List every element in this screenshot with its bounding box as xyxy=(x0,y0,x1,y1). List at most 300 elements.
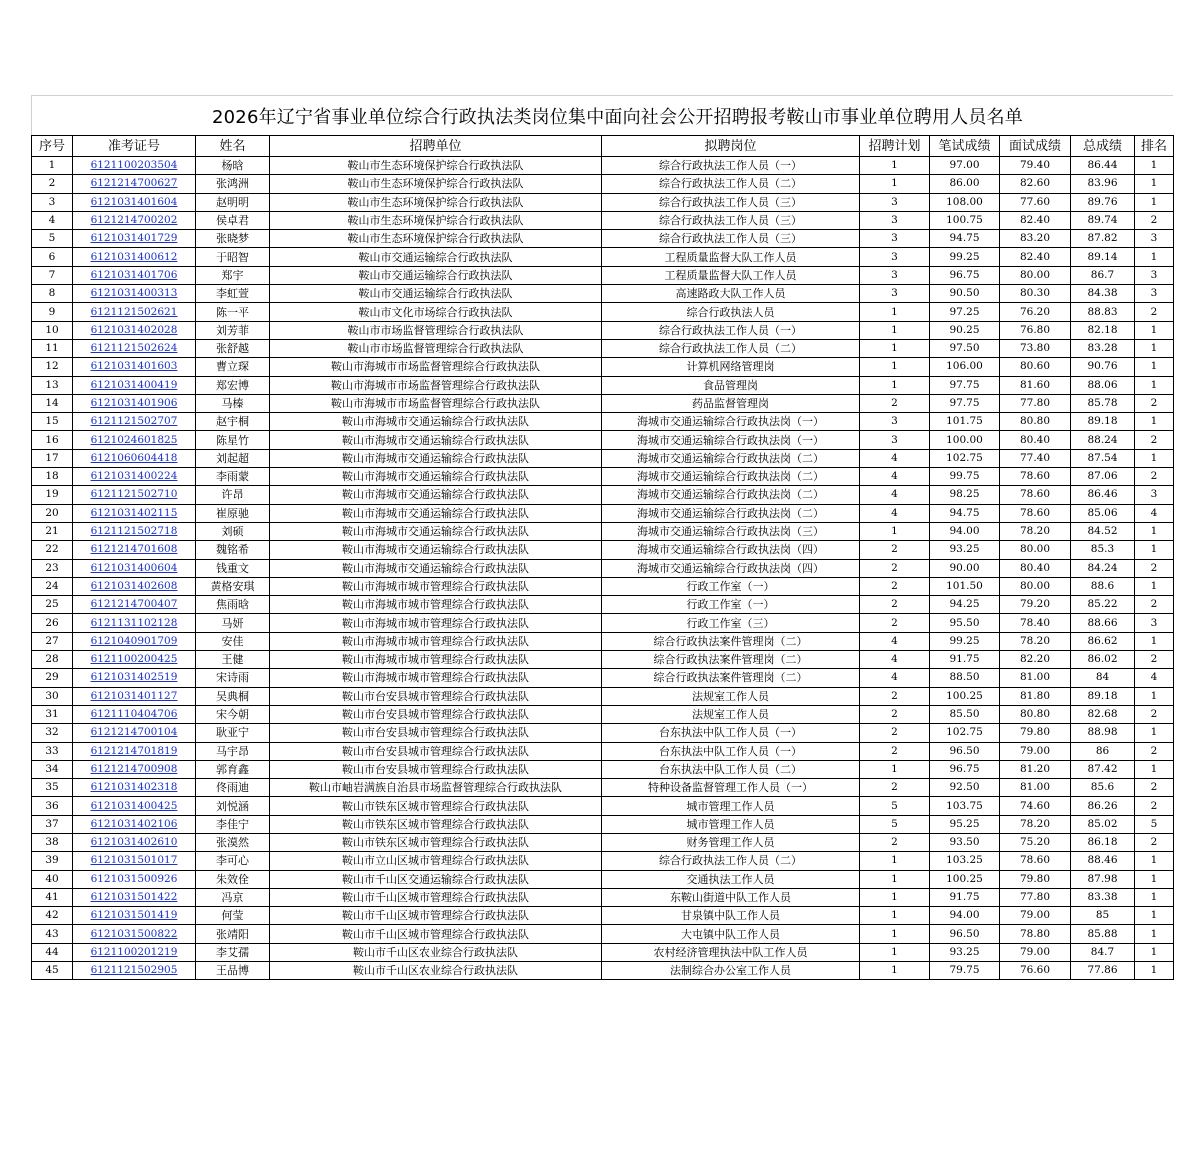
exam-id-link[interactable]: 6121031401729 xyxy=(90,232,178,245)
exam-id-link[interactable]: 6121121502707 xyxy=(90,415,178,428)
row-index: 25 xyxy=(32,596,73,614)
exam-id-cell xyxy=(73,907,196,925)
exam-id-link[interactable]: 6121031402519 xyxy=(90,671,178,684)
table-row xyxy=(32,943,1174,961)
candidate-name: 陈一平 xyxy=(196,303,270,321)
plan-count: 1 xyxy=(860,760,930,778)
exam-id-link[interactable]: 6121024601825 xyxy=(90,433,178,446)
table-row xyxy=(32,888,1174,906)
candidate-name: 魏铭希 xyxy=(196,541,270,559)
written-score: 90.25 xyxy=(930,321,1000,339)
rank: 2 xyxy=(1135,559,1174,577)
candidate-name: 张靖阳 xyxy=(196,925,270,943)
row-index: 33 xyxy=(32,742,73,760)
recruiting-unit: 鞍山市生态环境保护综合行政执法队 xyxy=(270,230,602,248)
recruiting-unit: 鞍山市海城市市场监督管理综合行政执法队 xyxy=(270,376,602,394)
written-score: 100.00 xyxy=(930,431,1000,449)
rank: 2 xyxy=(1135,394,1174,412)
position: 行政工作室（一） xyxy=(602,577,860,595)
row-index: 8 xyxy=(32,285,73,303)
table-row xyxy=(32,724,1174,742)
exam-id-link[interactable]: 6121121502621 xyxy=(90,305,178,318)
recruiting-unit: 鞍山市千山区城市管理综合行政执法队 xyxy=(270,907,602,925)
interview-score: 78.60 xyxy=(1000,852,1071,870)
written-score: 97.50 xyxy=(930,339,1000,357)
table-row xyxy=(32,779,1174,797)
exam-id-link[interactable]: 6121031400419 xyxy=(90,378,178,391)
written-score: 96.50 xyxy=(930,925,1000,943)
rank: 1 xyxy=(1135,687,1174,705)
position: 农村经济管理执法中队工作人员 xyxy=(602,943,860,961)
total-score: 86.7 xyxy=(1071,266,1135,284)
written-score: 108.00 xyxy=(930,193,1000,211)
plan-count: 2 xyxy=(860,724,930,742)
exam-id-cell xyxy=(73,321,196,339)
table-row xyxy=(32,596,1174,614)
total-score: 86.46 xyxy=(1071,486,1135,504)
exam-id-link[interactable]: 6121031402318 xyxy=(90,781,178,794)
recruiting-unit: 鞍山市海城市交通运输综合行政执法队 xyxy=(270,413,602,431)
exam-id-link[interactable]: 6121031501017 xyxy=(90,854,178,867)
exam-id-cell xyxy=(73,449,196,467)
plan-count: 2 xyxy=(860,833,930,851)
written-score: 106.00 xyxy=(930,358,1000,376)
interview-score: 78.40 xyxy=(1000,614,1071,632)
position: 药品监督管理岗 xyxy=(602,394,860,412)
row-index: 9 xyxy=(32,303,73,321)
rank: 1 xyxy=(1135,449,1174,467)
rank: 1 xyxy=(1135,541,1174,559)
total-score: 88.46 xyxy=(1071,852,1135,870)
exam-id-link[interactable]: 6121031501422 xyxy=(90,891,178,904)
position: 综合行政执法工作人员（一） xyxy=(602,157,860,175)
recruiting-unit: 鞍山市生态环境保护综合行政执法队 xyxy=(270,175,602,193)
results-table xyxy=(31,135,1174,980)
table-row xyxy=(32,614,1174,632)
interview-score: 82.40 xyxy=(1000,248,1071,266)
plan-count: 1 xyxy=(860,376,930,394)
position: 甘泉镇中队工作人员 xyxy=(602,907,860,925)
exam-id-link[interactable]: 6121121502905 xyxy=(90,964,178,977)
rank: 2 xyxy=(1135,303,1174,321)
written-score: 100.25 xyxy=(930,870,1000,888)
exam-id-link[interactable]: 6121031501419 xyxy=(90,909,178,922)
candidate-name: 张晓梦 xyxy=(196,230,270,248)
plan-count: 5 xyxy=(860,797,930,815)
exam-id-link[interactable]: 6121214700202 xyxy=(90,214,178,227)
recruiting-unit: 鞍山市海城市市场监督管理综合行政执法队 xyxy=(270,394,602,412)
recruiting-unit: 鞍山市海城市交通运输综合行政执法队 xyxy=(270,522,602,540)
recruiting-unit: 鞍山市千山区交通运输综合行政执法队 xyxy=(270,870,602,888)
rank: 3 xyxy=(1135,230,1174,248)
row-index: 7 xyxy=(32,266,73,284)
row-index: 45 xyxy=(32,962,73,980)
written-score: 86.00 xyxy=(930,175,1000,193)
recruiting-unit: 鞍山市千山区农业综合行政执法队 xyxy=(270,962,602,980)
rank: 1 xyxy=(1135,852,1174,870)
table-row xyxy=(32,760,1174,778)
table-row xyxy=(32,815,1174,833)
exam-id-cell xyxy=(73,962,196,980)
position: 综合行政执法工作人员（三） xyxy=(602,211,860,229)
row-index: 22 xyxy=(32,541,73,559)
total-score: 89.18 xyxy=(1071,687,1135,705)
table-row xyxy=(32,925,1174,943)
exam-id-link[interactable]: 6121214700104 xyxy=(90,726,178,739)
exam-id-link[interactable]: 6121031402608 xyxy=(90,579,178,592)
exam-id-cell xyxy=(73,358,196,376)
total-score: 77.86 xyxy=(1071,962,1135,980)
table-row xyxy=(32,486,1174,504)
plan-count: 2 xyxy=(860,687,930,705)
header-rank: 排名 xyxy=(1135,136,1174,157)
plan-count: 1 xyxy=(860,888,930,906)
written-score: 92.50 xyxy=(930,779,1000,797)
exam-id-cell xyxy=(73,724,196,742)
table-row xyxy=(32,211,1174,229)
exam-id-cell xyxy=(73,943,196,961)
interview-score: 80.60 xyxy=(1000,358,1071,376)
exam-id-link[interactable]: 6121121502624 xyxy=(90,342,178,355)
written-score: 88.50 xyxy=(930,669,1000,687)
interview-score: 78.60 xyxy=(1000,504,1071,522)
written-score: 101.50 xyxy=(930,577,1000,595)
table-row xyxy=(32,870,1174,888)
exam-id-link[interactable]: 6121031401604 xyxy=(90,195,178,208)
candidate-name: 许昂 xyxy=(196,486,270,504)
candidate-name: 于昭智 xyxy=(196,248,270,266)
exam-id-link[interactable]: 6121031400224 xyxy=(90,470,178,483)
exam-id-cell xyxy=(73,504,196,522)
exam-id-link[interactable]: 6121121502718 xyxy=(90,525,178,538)
total-score: 83.28 xyxy=(1071,339,1135,357)
rank: 5 xyxy=(1135,815,1174,833)
candidate-name: 郭育鑫 xyxy=(196,760,270,778)
table-row xyxy=(32,522,1174,540)
total-score: 84.24 xyxy=(1071,559,1135,577)
plan-count: 4 xyxy=(860,669,930,687)
plan-count: 2 xyxy=(860,577,930,595)
rank: 1 xyxy=(1135,376,1174,394)
table-row xyxy=(32,651,1174,669)
interview-score: 81.00 xyxy=(1000,779,1071,797)
plan-count: 1 xyxy=(860,925,930,943)
exam-id-link[interactable]: 6121214700627 xyxy=(90,177,178,190)
candidate-name: 何莹 xyxy=(196,907,270,925)
recruiting-unit: 鞍山市生态环境保护综合行政执法队 xyxy=(270,157,602,175)
table-row xyxy=(32,541,1174,559)
exam-id-cell xyxy=(73,193,196,211)
exam-id-link[interactable]: 6121100201219 xyxy=(90,945,178,958)
written-score: 99.25 xyxy=(930,248,1000,266)
exam-id-link[interactable]: 6121031402610 xyxy=(90,836,178,849)
rank: 2 xyxy=(1135,596,1174,614)
total-score: 87.54 xyxy=(1071,449,1135,467)
exam-id-link[interactable]: 6121100200425 xyxy=(90,653,178,666)
table-row xyxy=(32,687,1174,705)
table-row xyxy=(32,431,1174,449)
position: 海城市交通运输综合行政执法岗（一） xyxy=(602,413,860,431)
position: 特种设备监督管理工作人员（一） xyxy=(602,779,860,797)
total-score: 85.02 xyxy=(1071,815,1135,833)
exam-id-cell xyxy=(73,522,196,540)
exam-id-cell xyxy=(73,852,196,870)
row-index: 30 xyxy=(32,687,73,705)
rank: 2 xyxy=(1135,797,1174,815)
candidate-name: 黄格安琪 xyxy=(196,577,270,595)
row-index: 40 xyxy=(32,870,73,888)
row-index: 20 xyxy=(32,504,73,522)
plan-count: 3 xyxy=(860,266,930,284)
written-score: 102.75 xyxy=(930,724,1000,742)
total-score: 82.18 xyxy=(1071,321,1135,339)
candidate-name: 李艾孺 xyxy=(196,943,270,961)
position: 综合行政执法工作人员（一） xyxy=(602,321,860,339)
position: 大屯镇中队工作人员 xyxy=(602,925,860,943)
exam-id-link[interactable]: 6121031500822 xyxy=(90,927,178,940)
exam-id-cell xyxy=(73,339,196,357)
written-score: 103.25 xyxy=(930,852,1000,870)
recruiting-unit: 鞍山市千山区农业综合行政执法队 xyxy=(270,943,602,961)
exam-id-link[interactable]: 6121110404706 xyxy=(90,708,178,721)
rank: 1 xyxy=(1135,339,1174,357)
written-score: 96.75 xyxy=(930,266,1000,284)
exam-id-cell xyxy=(73,303,196,321)
row-index: 35 xyxy=(32,779,73,797)
position: 法规室工作人员 xyxy=(602,705,860,723)
exam-id-link[interactable]: 6121214700908 xyxy=(90,762,178,775)
total-score: 88.83 xyxy=(1071,303,1135,321)
candidate-name: 张舒越 xyxy=(196,339,270,357)
recruiting-unit: 鞍山市铁东区城市管理综合行政执法队 xyxy=(270,833,602,851)
exam-id-link[interactable]: 6121040901709 xyxy=(90,634,178,647)
written-score: 97.75 xyxy=(930,376,1000,394)
exam-id-link[interactable]: 6121031400612 xyxy=(90,250,178,263)
recruiting-unit: 鞍山市交通运输综合行政执法队 xyxy=(270,266,602,284)
rank: 4 xyxy=(1135,669,1174,687)
recruiting-unit: 鞍山市海城市交通运输综合行政执法队 xyxy=(270,541,602,559)
position: 交通执法工作人员 xyxy=(602,870,860,888)
candidate-name: 侯卓君 xyxy=(196,211,270,229)
total-score: 88.06 xyxy=(1071,376,1135,394)
exam-id-link[interactable]: 6121031401127 xyxy=(90,689,178,702)
exam-id-cell xyxy=(73,614,196,632)
plan-count: 1 xyxy=(860,303,930,321)
written-score: 103.75 xyxy=(930,797,1000,815)
row-index: 14 xyxy=(32,394,73,412)
exam-id-link[interactable]: 6121214701608 xyxy=(90,543,178,556)
rank: 2 xyxy=(1135,651,1174,669)
exam-id-link[interactable]: 6121031401603 xyxy=(90,360,178,373)
recruiting-unit: 鞍山市海城市城市管理综合行政执法队 xyxy=(270,577,602,595)
exam-id-link[interactable]: 6121031401906 xyxy=(90,397,178,409)
exam-id-link[interactable]: 6121131102128 xyxy=(90,616,178,629)
candidate-name: 冯京 xyxy=(196,888,270,906)
total-score: 84 xyxy=(1071,669,1135,687)
table-row xyxy=(32,742,1174,760)
exam-id-cell xyxy=(73,815,196,833)
written-score: 97.00 xyxy=(930,157,1000,175)
candidate-name: 朱效佺 xyxy=(196,870,270,888)
recruiting-unit: 鞍山市交通运输综合行政执法队 xyxy=(270,248,602,266)
plan-count: 1 xyxy=(860,157,930,175)
candidate-name: 崔原驰 xyxy=(196,504,270,522)
candidate-name: 刘起超 xyxy=(196,449,270,467)
row-index: 44 xyxy=(32,943,73,961)
rank: 1 xyxy=(1135,724,1174,742)
candidate-name: 刘芳菲 xyxy=(196,321,270,339)
exam-id-link[interactable]: 6121031400604 xyxy=(90,561,178,574)
rank: 4 xyxy=(1135,504,1174,522)
total-score: 85.88 xyxy=(1071,925,1135,943)
written-score: 94.25 xyxy=(930,596,1000,614)
row-index: 39 xyxy=(32,852,73,870)
table-row xyxy=(32,321,1174,339)
plan-count: 2 xyxy=(860,779,930,797)
candidate-name: 赵宇桐 xyxy=(196,413,270,431)
candidate-name: 宋今朝 xyxy=(196,705,270,723)
written-score: 91.75 xyxy=(930,651,1000,669)
position: 综合行政执法案件管理岗（二） xyxy=(602,669,860,687)
header-total-score: 总成绩 xyxy=(1071,136,1135,157)
position: 综合行政执法案件管理岗（二） xyxy=(602,651,860,669)
interview-score: 83.20 xyxy=(1000,230,1071,248)
row-index: 37 xyxy=(32,815,73,833)
total-score: 83.38 xyxy=(1071,888,1135,906)
exam-id-cell xyxy=(73,596,196,614)
written-score: 93.25 xyxy=(930,541,1000,559)
exam-id-cell xyxy=(73,230,196,248)
recruiting-unit: 鞍山市文化市场综合行政执法队 xyxy=(270,303,602,321)
candidate-name: 宋诗雨 xyxy=(196,669,270,687)
header-exam-id: 准考证号 xyxy=(73,136,196,157)
candidate-name: 刘悦涵 xyxy=(196,797,270,815)
table-row xyxy=(32,358,1174,376)
recruiting-unit: 鞍山市千山区城市管理综合行政执法队 xyxy=(270,888,602,906)
exam-id-link[interactable]: 6121121502710 xyxy=(90,488,178,501)
plan-count: 1 xyxy=(860,321,930,339)
interview-score: 82.60 xyxy=(1000,175,1071,193)
row-index: 16 xyxy=(32,431,73,449)
position: 行政工作室（一） xyxy=(602,596,860,614)
total-score: 89.14 xyxy=(1071,248,1135,266)
exam-id-link[interactable]: 6121214700407 xyxy=(90,598,178,611)
position: 综合行政执法工作人员（二） xyxy=(602,339,860,357)
interview-score: 79.40 xyxy=(1000,157,1071,175)
header-plan: 招聘计划 xyxy=(860,136,930,157)
exam-id-cell xyxy=(73,285,196,303)
written-score: 94.75 xyxy=(930,504,1000,522)
written-score: 98.25 xyxy=(930,486,1000,504)
interview-score: 77.40 xyxy=(1000,449,1071,467)
candidate-name: 曹立琛 xyxy=(196,358,270,376)
total-score: 87.06 xyxy=(1071,468,1135,486)
exam-id-link[interactable]: 6121031401706 xyxy=(90,268,178,281)
header-interview-score: 面试成绩 xyxy=(1000,136,1071,157)
rank: 1 xyxy=(1135,321,1174,339)
row-index: 4 xyxy=(32,211,73,229)
position: 台东执法中队工作人员（一） xyxy=(602,742,860,760)
plan-count: 1 xyxy=(860,175,930,193)
rank: 1 xyxy=(1135,175,1174,193)
total-score: 85.6 xyxy=(1071,779,1135,797)
table-row xyxy=(32,339,1174,357)
position: 综合行政执法工作人员（三） xyxy=(602,230,860,248)
interview-score: 82.20 xyxy=(1000,651,1071,669)
interview-score: 80.00 xyxy=(1000,266,1071,284)
written-score: 96.50 xyxy=(930,742,1000,760)
row-index: 6 xyxy=(32,248,73,266)
position: 行政工作室（三） xyxy=(602,614,860,632)
exam-id-cell xyxy=(73,211,196,229)
candidate-name: 马榛 xyxy=(196,394,270,412)
row-index: 11 xyxy=(32,339,73,357)
exam-id-cell xyxy=(73,468,196,486)
row-index: 38 xyxy=(32,833,73,851)
table-row xyxy=(32,266,1174,284)
recruiting-unit: 鞍山市市场监督管理综合行政执法队 xyxy=(270,339,602,357)
interview-score: 77.60 xyxy=(1000,193,1071,211)
interview-score: 80.00 xyxy=(1000,577,1071,595)
rank: 1 xyxy=(1135,870,1174,888)
recruiting-unit: 鞍山市海城市城市管理综合行政执法队 xyxy=(270,632,602,650)
plan-count: 3 xyxy=(860,285,930,303)
recruiting-unit: 鞍山市立山区城市管理综合行政执法队 xyxy=(270,852,602,870)
rank: 2 xyxy=(1135,742,1174,760)
exam-id-link[interactable]: 6121031400313 xyxy=(90,287,178,300)
row-index: 34 xyxy=(32,760,73,778)
written-score: 94.00 xyxy=(930,907,1000,925)
row-index: 19 xyxy=(32,486,73,504)
total-score: 88.24 xyxy=(1071,431,1135,449)
exam-id-link[interactable]: 6121214701819 xyxy=(90,744,178,757)
exam-id-cell xyxy=(73,779,196,797)
plan-count: 3 xyxy=(860,193,930,211)
rank: 2 xyxy=(1135,705,1174,723)
exam-id-link[interactable]: 6121031402106 xyxy=(90,817,178,830)
total-score: 85.06 xyxy=(1071,504,1135,522)
exam-id-cell xyxy=(73,266,196,284)
title-row xyxy=(31,95,1173,135)
row-index: 29 xyxy=(32,669,73,687)
table-row xyxy=(32,376,1174,394)
table-row xyxy=(32,559,1174,577)
table-row xyxy=(32,852,1174,870)
recruiting-unit: 鞍山市生态环境保护综合行政执法队 xyxy=(270,193,602,211)
total-score: 86.62 xyxy=(1071,632,1135,650)
header-written-score: 笔试成绩 xyxy=(930,136,1000,157)
position: 综合行政执法工作人员（三） xyxy=(602,193,860,211)
interview-score: 79.00 xyxy=(1000,907,1071,925)
position: 综合行政执法案件管理岗（二） xyxy=(602,632,860,650)
written-score: 94.00 xyxy=(930,522,1000,540)
exam-id-link[interactable]: 6121100203504 xyxy=(90,159,178,172)
candidate-name: 张漠然 xyxy=(196,833,270,851)
exam-id-link[interactable]: 6121031402028 xyxy=(90,323,178,336)
exam-id-link[interactable]: 6121060604418 xyxy=(90,451,178,464)
exam-id-link[interactable]: 6121031400425 xyxy=(90,799,178,812)
row-index: 23 xyxy=(32,559,73,577)
interview-score: 79.00 xyxy=(1000,943,1071,961)
plan-count: 4 xyxy=(860,449,930,467)
rank: 1 xyxy=(1135,907,1174,925)
plan-count: 3 xyxy=(860,413,930,431)
table-row xyxy=(32,504,1174,522)
position: 财务管理工作人员 xyxy=(602,833,860,851)
exam-id-link[interactable]: 6121031402115 xyxy=(90,506,178,519)
plan-count: 1 xyxy=(860,852,930,870)
total-score: 89.76 xyxy=(1071,193,1135,211)
